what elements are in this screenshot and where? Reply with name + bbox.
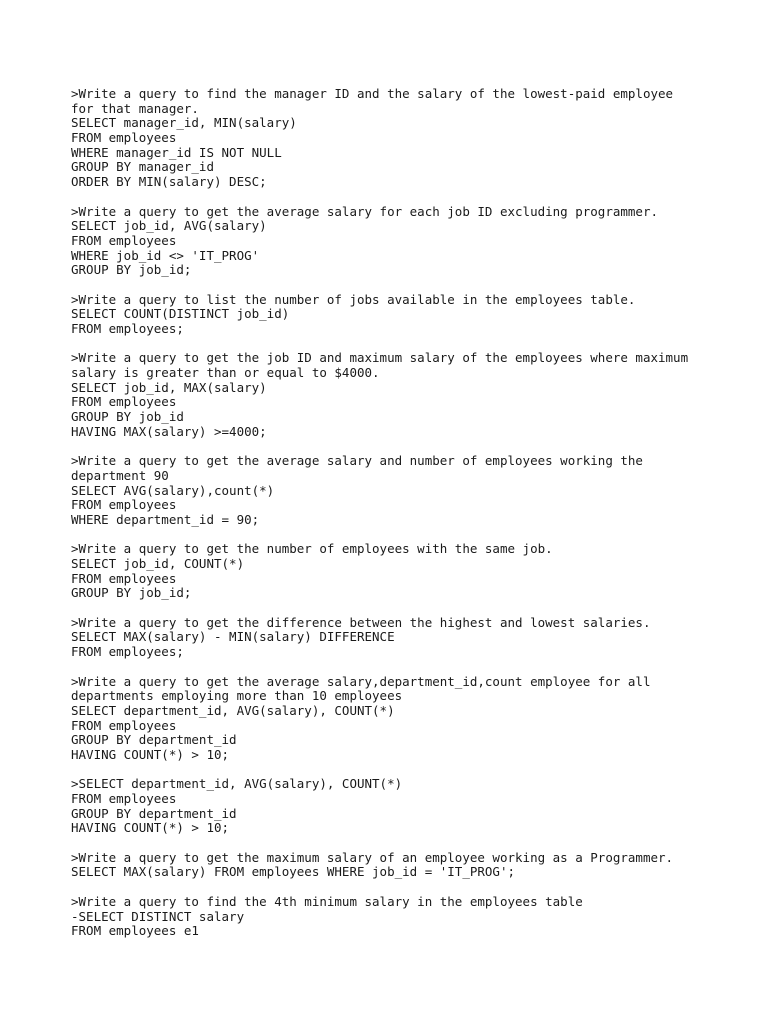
code-line: department 90 — [71, 467, 169, 483]
question-line: >Write a query to get the number of employees with the same job. — [71, 541, 553, 557]
code-line: for that manager. — [71, 100, 199, 116]
code-line: FROM employees — [71, 791, 177, 806]
code-line: ORDER BY MIN(salary) DESC; — [71, 174, 267, 190]
query-block — [71, 851, 751, 880]
question-line: >Write a query to get the average salary,department_id,count employee for all — [71, 673, 651, 689]
code-line: GROUP BY manager_id — [71, 159, 214, 175]
query-block — [71, 675, 751, 763]
code-line: WHERE department_id = 90; — [71, 511, 260, 527]
code-line: SELECT COUNT(DISTINCT job_id) — [71, 306, 290, 322]
code-line: WHERE job_id <> 'IT_PROG' — [71, 247, 260, 263]
code-line: GROUP BY job_id; — [71, 585, 192, 601]
code-line: WHERE manager_id IS NOT NULL — [71, 144, 282, 160]
code-line: salary is greater than or equal to $4000. — [71, 365, 380, 381]
code-line: GROUP BY job_id — [71, 409, 184, 425]
question-line: >Write a query to get the average salary for each job ID excluding programmer. — [71, 203, 658, 219]
code-line: FROM employees — [71, 570, 177, 586]
question-line: >Write a query to list the number of jobs available in the employees table. — [71, 291, 636, 307]
question-line: >Write a query to get the maximum salary of an employee working as a Programmer. — [71, 849, 674, 865]
code-line: SELECT job_id, MAX(salary) — [71, 379, 267, 395]
code-line: departments employing more than 10 employees — [71, 688, 403, 704]
code-line: GROUP BY department_id — [71, 805, 237, 821]
question-line: >SELECT department_id, AVG(salary), COUNT(*) — [71, 776, 403, 792]
query-block — [71, 87, 751, 190]
code-line: SELECT job_id, COUNT(*) — [71, 556, 245, 571]
query-block — [71, 351, 751, 439]
question-line: >Write a query to find the manager ID and the salary of the lowest-paid employee — [71, 86, 674, 101]
query-block — [71, 542, 751, 601]
code-line: FROM employees; — [71, 321, 184, 336]
code-line: SELECT manager_id, MIN(salary) — [71, 115, 297, 131]
code-line: FROM employees; — [71, 644, 184, 660]
code-line: FROM employees — [71, 497, 177, 513]
question-line: >Write a query to get the average salary and number of employees working the — [71, 453, 643, 469]
code-line: HAVING COUNT(*) > 10; — [71, 820, 230, 836]
code-line: FROM employees — [71, 130, 177, 146]
code-line: FROM employees e1 — [71, 923, 199, 939]
code-line: GROUP BY department_id — [71, 732, 237, 748]
code-line: FROM employees — [71, 394, 177, 410]
question-line: >Write a query to get the job ID and maximum salary of the employees where maximum — [71, 350, 689, 366]
code-line: FROM employees — [71, 232, 177, 248]
code-line: GROUP BY job_id; — [71, 262, 192, 278]
code-line: HAVING MAX(salary) >=4000; — [71, 423, 267, 439]
code-line: SELECT MAX(salary) FROM employees WHERE job_id = 'IT_PROG'; — [71, 864, 516, 880]
question-line: >Write a query to find the 4th minimum salary in the employees table — [71, 893, 583, 909]
code-line: SELECT job_id, AVG(salary) — [71, 218, 267, 234]
code-line: SELECT department_id, AVG(salary), COUNT(*) — [71, 702, 395, 718]
query-block — [71, 777, 751, 836]
code-line: SELECT MAX(salary) - MIN(salary) DIFFERENCE — [71, 629, 395, 645]
query-block — [71, 895, 751, 939]
code-line: HAVING COUNT(*) > 10; — [71, 746, 230, 762]
query-block — [71, 616, 751, 660]
code-line: -SELECT DISTINCT salary — [71, 908, 245, 924]
question-line: >Write a query to get the difference between the highest and lowest salaries. — [71, 614, 651, 630]
code-line: FROM employees — [71, 717, 177, 733]
document-body — [71, 87, 751, 954]
query-block — [71, 293, 751, 337]
code-line: SELECT AVG(salary),count(*) — [71, 482, 275, 498]
query-block — [71, 454, 751, 527]
query-block — [71, 205, 751, 278]
